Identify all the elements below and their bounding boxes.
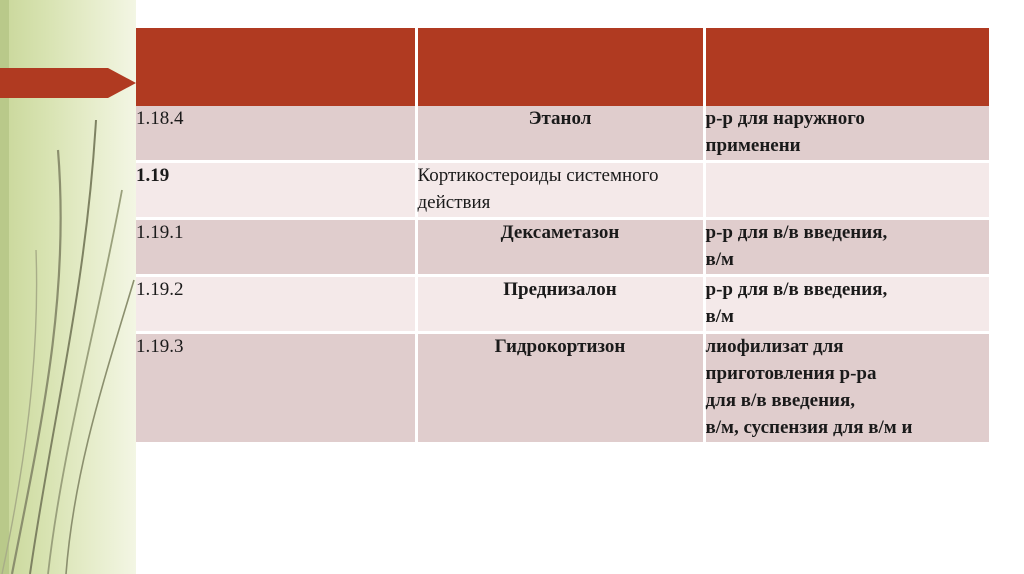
table-row xyxy=(136,275,989,332)
cell-code: 1.18.4 xyxy=(136,106,416,161)
medication-table xyxy=(136,28,989,445)
left-decorative-panel xyxy=(0,0,136,574)
table-row xyxy=(136,332,989,443)
form-line: р-р для в/в введения, xyxy=(705,278,888,300)
table-row xyxy=(136,106,989,161)
cell-code: 1.19.2 xyxy=(136,275,416,332)
form-line: в/м xyxy=(705,305,734,327)
table-body xyxy=(136,106,989,443)
cell-name: Гидрокортизон xyxy=(416,332,704,443)
form-line: р-р для наружного xyxy=(705,108,865,129)
form-line: приготовления р-ра xyxy=(705,362,877,384)
table-row xyxy=(136,161,989,218)
form-line: в/м xyxy=(705,248,734,270)
table-row xyxy=(136,218,989,275)
cell-form xyxy=(704,275,989,332)
form-line: в/м, суспензия для в/м и xyxy=(705,416,913,438)
form-line: р-р для в/в введения, xyxy=(705,221,888,243)
cell-code: 1.19 xyxy=(136,161,416,218)
form-line: применени xyxy=(705,134,801,156)
cell-name: Преднизалон xyxy=(416,275,704,332)
cell-name: Кортикостероиды системного действия xyxy=(416,161,704,218)
cell-code: 1.19.3 xyxy=(136,332,416,443)
form-line: лиофилизат для xyxy=(705,335,844,357)
medication-table-container xyxy=(136,28,989,445)
header-cell-name xyxy=(416,28,704,106)
cell-name: Этанол xyxy=(416,106,704,161)
cell-form xyxy=(704,218,989,275)
cell-form xyxy=(704,106,989,161)
header-cell-form xyxy=(704,28,989,106)
arrow-banner-shape xyxy=(0,60,136,106)
cell-code: 1.19.1 xyxy=(136,218,416,275)
table-header-row xyxy=(136,28,989,106)
cell-name: Дексаметазон xyxy=(416,218,704,275)
cell-form xyxy=(704,332,989,443)
header-cell-code xyxy=(136,28,416,106)
cell-form xyxy=(704,161,989,218)
form-line: для в/в введения, xyxy=(705,389,856,411)
